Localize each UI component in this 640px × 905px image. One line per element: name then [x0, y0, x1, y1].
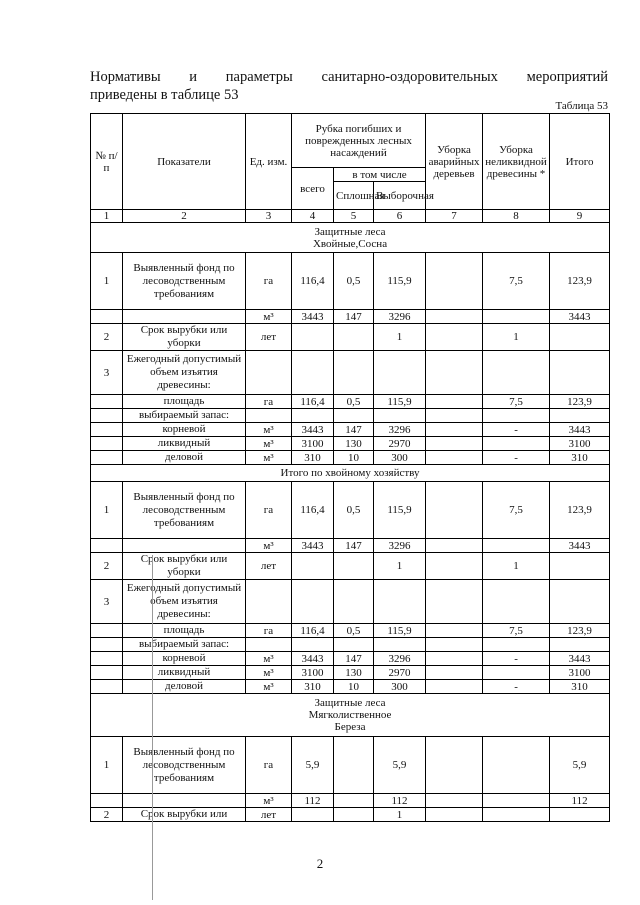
row-value: 147 [334, 539, 374, 553]
norms-table [90, 113, 610, 822]
row-value: 0,5 [334, 624, 374, 638]
row-value: 116,4 [292, 482, 334, 539]
row-value [374, 351, 426, 395]
row-indicator: Выявленный фонд по лесоводственным требованиям [123, 737, 246, 794]
row-value [426, 451, 483, 465]
row-value: 3100 [292, 666, 334, 680]
row-value: 3296 [374, 539, 426, 553]
row-value: 3296 [374, 652, 426, 666]
header-selective: Выборочная [374, 182, 426, 210]
row-value [334, 324, 374, 351]
row-indicator: площадь [123, 395, 246, 409]
row-value: 310 [292, 451, 334, 465]
row-unit: га [246, 737, 292, 794]
table-row [91, 624, 610, 638]
row-value [292, 638, 334, 652]
row-unit: га [246, 624, 292, 638]
row-number: 2 [91, 324, 123, 351]
row-value [374, 409, 426, 423]
row-value: 1 [374, 324, 426, 351]
row-value [426, 580, 483, 624]
row-number: 3 [91, 580, 123, 624]
row-value [483, 539, 550, 553]
row-indicator [123, 794, 246, 808]
row-value [374, 638, 426, 652]
section-title: Итого по хвойному хозяйству [91, 465, 610, 482]
row-indicator [123, 310, 246, 324]
row-value [550, 808, 610, 822]
row-indicator: корневой [123, 652, 246, 666]
row-value: 115,9 [374, 253, 426, 310]
row-value [292, 580, 334, 624]
row-value: 116,4 [292, 624, 334, 638]
row-unit: лет [246, 808, 292, 822]
row-value [550, 324, 610, 351]
row-indicator: деловой [123, 680, 246, 694]
row-number [91, 624, 123, 638]
row-number [91, 680, 123, 694]
row-value [334, 794, 374, 808]
row-value [426, 310, 483, 324]
row-value [334, 409, 374, 423]
row-value: 7,5 [483, 253, 550, 310]
row-number [91, 652, 123, 666]
row-value: 3100 [550, 666, 610, 680]
row-value [550, 580, 610, 624]
row-value: 3443 [550, 652, 610, 666]
header-incl: в том числе [334, 168, 426, 182]
row-value: 123,9 [550, 253, 610, 310]
header-nonliquid: Уборка неликвидной древесины * [483, 114, 550, 210]
row-value [550, 409, 610, 423]
column-number: 8 [483, 210, 550, 223]
header-total: Итого [550, 114, 610, 210]
row-value [550, 638, 610, 652]
row-value [483, 794, 550, 808]
row-value: 5,9 [550, 737, 610, 794]
row-unit: м³ [246, 652, 292, 666]
row-value: 130 [334, 437, 374, 451]
row-number [91, 666, 123, 680]
row-value [426, 324, 483, 351]
row-indicator: деловой [123, 451, 246, 465]
row-unit: м³ [246, 451, 292, 465]
row-value [426, 553, 483, 580]
column-number: 9 [550, 210, 610, 223]
row-number [91, 423, 123, 437]
row-indicator: корневой [123, 423, 246, 437]
section-title: Защитные леса Хвойные,Сосна [91, 223, 610, 253]
row-value: 123,9 [550, 395, 610, 409]
row-number: 2 [91, 808, 123, 822]
row-number [91, 451, 123, 465]
table-row [91, 253, 610, 310]
row-value [483, 737, 550, 794]
row-value [426, 539, 483, 553]
row-value [334, 580, 374, 624]
row-value: 112 [292, 794, 334, 808]
row-value: 123,9 [550, 624, 610, 638]
row-value: 7,5 [483, 395, 550, 409]
column-number: 4 [292, 210, 334, 223]
table-row [91, 580, 610, 624]
row-value [374, 580, 426, 624]
row-value: 147 [334, 423, 374, 437]
row-value [334, 808, 374, 822]
column-number: 3 [246, 210, 292, 223]
row-indicator: ликвидный [123, 666, 246, 680]
row-value [483, 638, 550, 652]
column-number: 7 [426, 210, 483, 223]
header-felling: Рубка погибших и поврежденных лесных насаждений [292, 114, 426, 168]
row-value: 5,9 [292, 737, 334, 794]
row-value [426, 638, 483, 652]
column-number: 2 [123, 210, 246, 223]
row-unit: лет [246, 324, 292, 351]
row-value [426, 737, 483, 794]
row-value: 3443 [550, 423, 610, 437]
row-value: 0,5 [334, 253, 374, 310]
row-value [292, 351, 334, 395]
row-value: 1 [374, 553, 426, 580]
row-value: 300 [374, 680, 426, 694]
row-indicator: Срок вырубки или уборки [123, 324, 246, 351]
row-value: 3443 [292, 652, 334, 666]
row-value: 115,9 [374, 395, 426, 409]
row-unit: га [246, 253, 292, 310]
row-value [334, 638, 374, 652]
table-row [91, 539, 610, 553]
row-value: 3443 [292, 310, 334, 324]
row-indicator: Ежегодный допустимый объем изъятия древесины: [123, 580, 246, 624]
row-number [91, 437, 123, 451]
table-row [91, 808, 610, 822]
row-number [91, 395, 123, 409]
section-title: Защитные леса Мягколиственное Береза [91, 694, 610, 737]
row-unit: м³ [246, 310, 292, 324]
row-value: 3100 [550, 437, 610, 451]
table-row [91, 310, 610, 324]
row-value: 115,9 [374, 482, 426, 539]
row-value: 310 [550, 680, 610, 694]
row-value: 3443 [550, 310, 610, 324]
row-value [426, 666, 483, 680]
row-value: 1 [483, 553, 550, 580]
row-unit: м³ [246, 680, 292, 694]
row-value [483, 808, 550, 822]
table-row [91, 395, 610, 409]
row-indicator: Срок вырубки или уборки [123, 553, 246, 580]
row-unit: га [246, 482, 292, 539]
row-indicator: Срок вырубки или [123, 808, 246, 822]
row-value [426, 253, 483, 310]
row-number [91, 638, 123, 652]
row-indicator: выбираемый запас: [123, 638, 246, 652]
row-value: 2970 [374, 666, 426, 680]
table-row [91, 324, 610, 351]
table-row [91, 638, 610, 652]
row-indicator: выбираемый запас: [123, 409, 246, 423]
row-value [292, 553, 334, 580]
header-total-all: всего [292, 168, 334, 210]
table-caption: Таблица 53 [555, 100, 608, 112]
row-unit: м³ [246, 437, 292, 451]
row-indicator: площадь [123, 624, 246, 638]
row-value: 0,5 [334, 395, 374, 409]
row-value: - [483, 652, 550, 666]
row-value: 116,4 [292, 395, 334, 409]
row-number: 1 [91, 737, 123, 794]
row-number: 2 [91, 553, 123, 580]
row-value [426, 423, 483, 437]
row-value [292, 324, 334, 351]
row-unit: м³ [246, 794, 292, 808]
table-row [91, 794, 610, 808]
row-number [91, 409, 123, 423]
row-value: 310 [550, 451, 610, 465]
row-value [483, 351, 550, 395]
row-unit [246, 580, 292, 624]
row-unit: м³ [246, 539, 292, 553]
row-indicator: Ежегодный допустимый объем изъятия древесины: [123, 351, 246, 395]
row-number: 1 [91, 482, 123, 539]
row-value: - [483, 423, 550, 437]
row-value [426, 409, 483, 423]
row-indicator: Выявленный фонд по лесоводственным требованиям [123, 482, 246, 539]
row-value: 1 [483, 324, 550, 351]
row-value: 10 [334, 451, 374, 465]
column-number: 6 [374, 210, 426, 223]
row-value [334, 553, 374, 580]
table-row [91, 351, 610, 395]
page-number: 2 [316, 856, 324, 871]
row-value [483, 310, 550, 324]
row-value: 7,5 [483, 482, 550, 539]
row-value: 1 [374, 808, 426, 822]
row-value: 3443 [292, 539, 334, 553]
row-value: - [483, 451, 550, 465]
table-row [91, 652, 610, 666]
row-unit [246, 351, 292, 395]
margin-line [152, 555, 153, 900]
row-unit: м³ [246, 423, 292, 437]
row-value: 7,5 [483, 624, 550, 638]
row-value [483, 409, 550, 423]
row-number: 1 [91, 253, 123, 310]
table-row [91, 451, 610, 465]
row-value: 10 [334, 680, 374, 694]
row-value: 112 [374, 794, 426, 808]
row-value [292, 409, 334, 423]
row-value [292, 808, 334, 822]
row-indicator: ликвидный [123, 437, 246, 451]
column-number: 5 [334, 210, 374, 223]
header-num: № п/п [91, 114, 123, 210]
row-number [91, 794, 123, 808]
row-number [91, 539, 123, 553]
table-row [91, 437, 610, 451]
row-value: 123,9 [550, 482, 610, 539]
row-value: 3296 [374, 310, 426, 324]
intro-text-cont: приведены в таблице 53 [90, 87, 239, 103]
row-value: 0,5 [334, 482, 374, 539]
table-row [91, 482, 610, 539]
row-value: 130 [334, 666, 374, 680]
row-value: 112 [550, 794, 610, 808]
table-row [91, 680, 610, 694]
row-unit [246, 409, 292, 423]
row-value [426, 482, 483, 539]
row-value: 3296 [374, 423, 426, 437]
row-value [334, 351, 374, 395]
row-unit: га [246, 395, 292, 409]
row-value [426, 808, 483, 822]
row-value [483, 437, 550, 451]
header-unit: Ед. изм. [246, 114, 292, 210]
row-indicator: Выявленный фонд по лесоводственным требованиям [123, 253, 246, 310]
table-row [91, 666, 610, 680]
row-value [550, 553, 610, 580]
row-value [483, 666, 550, 680]
row-value: 116,4 [292, 253, 334, 310]
row-value [426, 437, 483, 451]
row-value: 3100 [292, 437, 334, 451]
row-value: 115,9 [374, 624, 426, 638]
row-value [426, 680, 483, 694]
column-number: 1 [91, 210, 123, 223]
row-number [91, 310, 123, 324]
header-indicator: Показатели [123, 114, 246, 210]
row-unit: лет [246, 553, 292, 580]
row-value [483, 580, 550, 624]
row-value: 3443 [292, 423, 334, 437]
row-value: 310 [292, 680, 334, 694]
row-value: 5,9 [374, 737, 426, 794]
row-unit [246, 638, 292, 652]
row-indicator [123, 539, 246, 553]
row-value [334, 737, 374, 794]
row-value: 300 [374, 451, 426, 465]
row-number: 3 [91, 351, 123, 395]
table-row [91, 737, 610, 794]
header-emergency: Уборка аварийных деревьев [426, 114, 483, 210]
row-value [426, 794, 483, 808]
table-row [91, 409, 610, 423]
row-value: 2970 [374, 437, 426, 451]
row-value: 147 [334, 310, 374, 324]
intro-text: Нормативы и параметры санитарно-оздоровительных мероприятий [90, 69, 608, 85]
row-value: - [483, 680, 550, 694]
table-row [91, 553, 610, 580]
row-unit: м³ [246, 666, 292, 680]
row-value [426, 395, 483, 409]
row-value [550, 351, 610, 395]
row-value [426, 652, 483, 666]
row-value: 3443 [550, 539, 610, 553]
table-row [91, 423, 610, 437]
header-clear: Сплошная [334, 182, 374, 210]
row-value: 147 [334, 652, 374, 666]
row-value [426, 351, 483, 395]
row-value [426, 624, 483, 638]
